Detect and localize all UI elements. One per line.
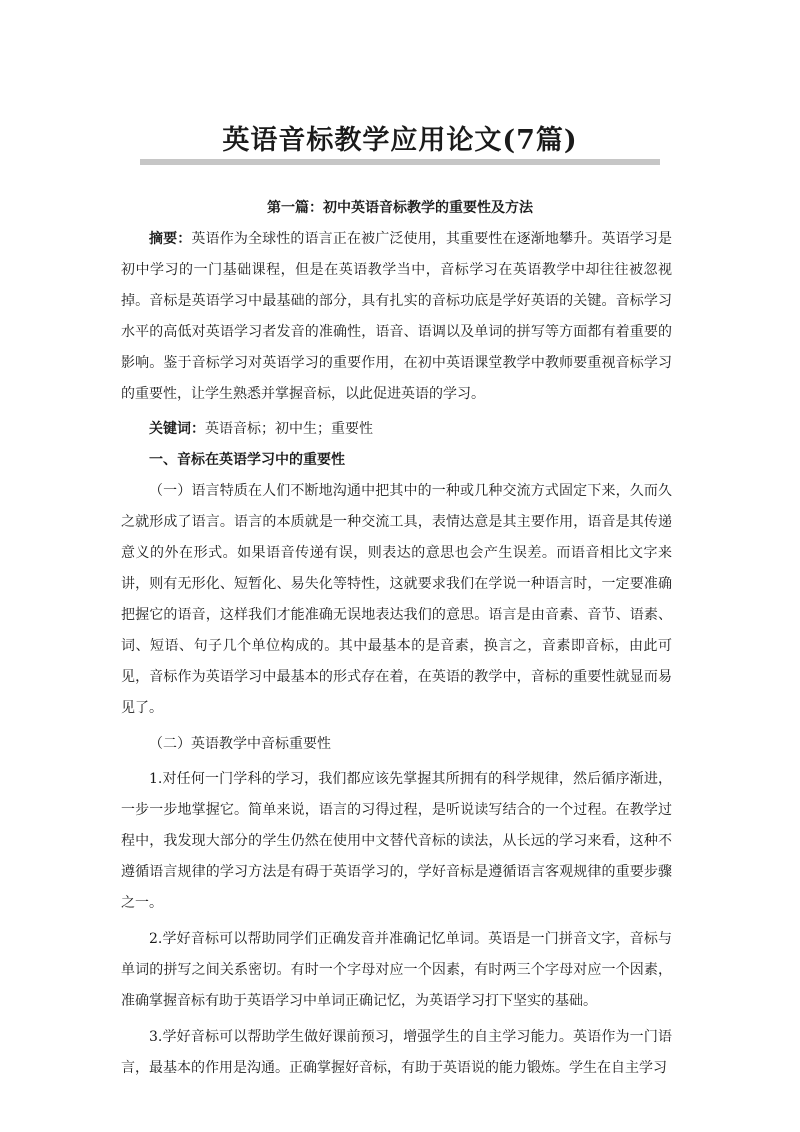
paragraph-language-nature: （一）语言特质在人们不断地沟通中把其中的一种或几种交流方式固定下来，久而久之就形成了语言。语言的本质就是一种交流工具，表情达意是其主要作用，语音是其传递意义的外在形式。如果语音传递有误，则表达的意思也会产生误差。而语音相比文字来讲，则有无形化、短暂化、易失化等特性，这就要求我们在学说一种语言时，一定要准确把握它的语音，这样我们才能准确无误地表达我们的意思。语言是由音素、音节、语素、词、短语、句子几个单位构成的。其中最基本的是音素，换言之，音素即音标，由此可见，音标作为英语学习中最基本的形式存在着，在英语的教学中，音标的重要性就显而易见了。 — [121, 483, 672, 716]
abstract-paragraph — [121, 224, 672, 409]
title-underline — [140, 159, 660, 165]
paragraph-point-3: 3.学好音标可以帮助学生做好课前预习，增强学生的自主学习能力。英语作为一门语言，最基本的作用是沟通。正确掌握好音标，有助于英语说的能力锻炼。学生在自主学习 — [121, 1028, 672, 1076]
keywords-paragraph — [121, 414, 672, 445]
heading-importance: 一、音标在英语学习中的重要性 — [149, 452, 345, 469]
paragraph-point-1: 1.对任何一门学科的学习，我们都应该先掌握其所拥有的科学规律，然后循序渐进，一步一步地掌握它。简单来说，语言的习得过程，是听说读写结合的一个过程。在教学过程中，我发现大部分的学生仍然在使用中文替代音标的读法，从长远的学习来看，这种不遵循语言规律的学习方法是有碍于英语学习的，学好音标是遵循语言客观规律的重要步骤之一。 — [121, 771, 672, 912]
document-title: 英语音标教学应用论文(7篇) — [222, 125, 578, 156]
keywords-text: 英语音标；初中生；重要性 — [205, 421, 373, 438]
abstract-label: 摘要： — [149, 231, 192, 247]
subheading-importance-in-teaching: （二）英语教学中音标重要性 — [149, 735, 331, 752]
section-title: 第一篇：初中英语音标教学的重要性及方法 — [267, 200, 533, 216]
abstract-text: 英语作为全球性的语言正在被广泛使用，其重要性在逐渐地攀升。英语学习是初中学习的一门基础课程，但是在英语教学当中，音标学习在英语教学中却往往被忽视掉。音标是英语学习中最基础的部分，具有扎实的音标功底是学好英语的关键。音标学习水平的高低对英语学习者发音的准确性，语音、语调以及单词的拼写等方面都有着重要的影响。鉴于音标学习对英语学习的重要作用，在初中英语课堂教学中教师要重视音标学习的重要性，让学生熟悉并掌握音标，以此促进英语的学习。 — [121, 231, 673, 402]
paragraph-point-2: 2.学好音标可以帮助同学们正确发音并准确记忆单词。英语是一门拼音文字，音标与单词的拼写之间关系密切。有时一个字母对应一个因素，有时两三个字母对应一个因素，准确掌握音标有助于英语学习中单词正确记忆，为英语学习打下坚实的基础。 — [121, 930, 672, 1009]
document-body — [121, 224, 672, 1083]
keywords-label: 关键词： — [149, 421, 205, 438]
